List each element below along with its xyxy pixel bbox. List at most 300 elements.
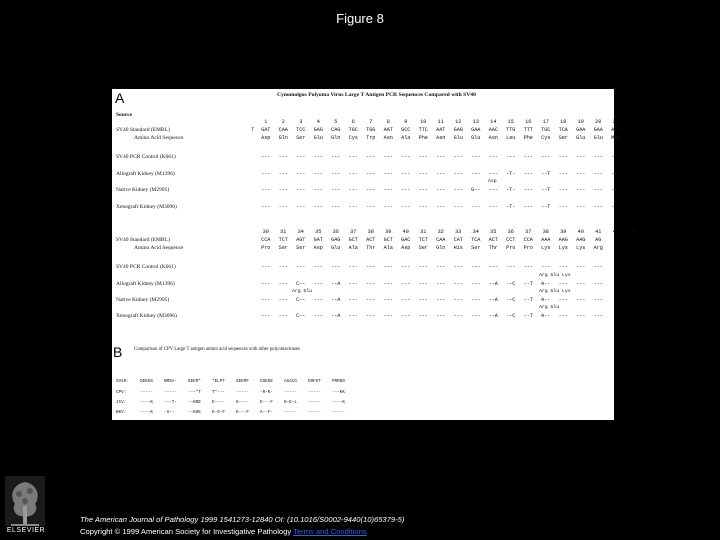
sequence-cell: 42 (612, 229, 619, 235)
sequence-cell: --- (523, 204, 533, 210)
sequence-cell: --- (453, 154, 463, 160)
sequence-cell: Asp (313, 245, 323, 251)
sequence-cell: --- (593, 187, 603, 193)
sequence-cell: CCT (506, 237, 516, 243)
sequence-cell: Ser (278, 245, 288, 251)
sequence-cell: --- (576, 171, 586, 177)
allograft-label-1: Allograft Kidney (M1396) (116, 171, 175, 177)
sequence-cell: --A (331, 297, 341, 303)
sequence-cell: --- (313, 171, 323, 177)
sequence-cell: --- (523, 264, 533, 270)
sequence-cell: --- (558, 171, 568, 177)
sequence-cell: GAG (453, 127, 463, 133)
sequence-cell: 1 (264, 119, 268, 125)
amino-acids-1 (257, 135, 625, 141)
sequence-cell: G-- (471, 187, 481, 193)
sequence-cell: --- (488, 204, 498, 210)
sequence-cell: NMSA- (164, 379, 177, 384)
sequence-cell: 7 (369, 119, 373, 125)
sequence-cell: --KHE (188, 410, 201, 415)
codon-numbers-1 (257, 119, 625, 125)
sequence-cell: --- (366, 154, 376, 160)
sequence-cell: Asp (401, 245, 411, 251)
sequence-cell: --C (506, 281, 516, 287)
sequence-cell: --- (383, 171, 393, 177)
sequence-cell: C-- (296, 297, 306, 303)
sequence-cell: 43 (630, 229, 637, 235)
sequence-cell: --- (453, 171, 463, 177)
sequence-cell: --- (261, 297, 271, 303)
sequence-cell: AGT (296, 237, 306, 243)
sequence-cell: --KRE (188, 400, 201, 405)
panel-b-header (116, 379, 356, 384)
sequence-cell: --T (541, 187, 551, 193)
amino-label-1: Amino Acid Sequence (134, 135, 184, 141)
sequence-cell: Ser (296, 135, 306, 141)
sequence-cell: ----K (140, 410, 153, 415)
sequence-cell: --- (313, 264, 323, 270)
sequence-cell: --- (348, 154, 358, 160)
sequence-cell: ----K (332, 400, 345, 405)
sv40-label-2: SV40 Standard (EMBL) (116, 237, 170, 243)
sequence-cell: CCA (261, 237, 271, 243)
sequence-cell: --- (313, 187, 323, 193)
sv40-label-1: SV40 Standard (EMBL) (116, 127, 170, 133)
sequence-cell: --- (331, 187, 341, 193)
sequence-cell: -T- (506, 171, 516, 177)
xenograft-2 (257, 313, 607, 319)
sequence-cell: Lys (541, 245, 551, 251)
sequence-cell: 21 (612, 119, 619, 125)
panel-b-letter: B (113, 344, 123, 360)
sequence-cell: TTT (523, 127, 533, 133)
sequence-cell: --- (558, 281, 568, 287)
sequence-cell: A--F- (260, 410, 273, 415)
sequence-cell: TCT (418, 237, 428, 243)
sequence-cell: --- (576, 281, 586, 287)
sequence-cell: --- (348, 204, 358, 210)
sequence-cell: GAC (401, 237, 411, 243)
pcr-control-1 (257, 154, 625, 160)
sequence-cell: CCA (523, 237, 533, 243)
sequence-cell: GAG (331, 237, 341, 243)
sequence-cell: ---T- (164, 400, 177, 405)
sequence-cell: --- (278, 204, 288, 210)
elsevier-logo-text: ELSEVIER (6, 527, 46, 534)
sequence-cell: --- (261, 204, 271, 210)
sequence-cell: --- (418, 313, 428, 319)
virus-name: CPV: (116, 390, 127, 395)
sequence-cell: 39 (560, 229, 567, 235)
sequence-cell: 4 (316, 119, 320, 125)
sequence-cell: --- (261, 187, 271, 193)
sequence-cell: --- (366, 187, 376, 193)
sequence-cell: --- (506, 154, 516, 160)
sequence-cell: --- (313, 154, 323, 160)
sequence-cell: --- (313, 313, 323, 319)
sequence-cell: --- (593, 171, 603, 177)
sequence-cell: --- (261, 313, 271, 319)
sequence-cell: C-- (296, 281, 306, 287)
sequence-cell: --- (313, 204, 323, 210)
sequence-cell: Glu (331, 245, 341, 251)
sequence-cell: AGACG (284, 379, 297, 384)
sequence-cell: --- (453, 187, 463, 193)
sequence-cell: 18 (560, 119, 567, 125)
sequence-cell: DHFKT (308, 379, 321, 384)
sequence-cell: 9 (404, 119, 408, 125)
sequence-cell: --- (558, 187, 568, 193)
copyright-text: Copyright © 1999 American Society for Investigative Pathology (80, 527, 292, 536)
sequence-cell: 41 (595, 229, 602, 235)
sequence-cell: --- (471, 264, 481, 270)
sequence-cell: --- (348, 264, 358, 270)
terms-link[interactable]: Terms and Conditions (293, 527, 367, 536)
sequence-cell: TTC (418, 127, 428, 133)
sequence-cell: Lys (558, 245, 568, 251)
journal-citation: The American Journal of Pathology 1999 1541273-12840 OI: (10.1016/S0002-9440(10)65379-5) (80, 515, 405, 524)
sequence-cell: --- (593, 264, 603, 270)
sequence-cell: 20 (595, 119, 602, 125)
sequence-cell: --- (488, 171, 498, 177)
sequence-cell: Ala (401, 135, 411, 141)
virus-name: BKV: (116, 410, 127, 415)
sequence-cell: --- (401, 281, 411, 287)
sequence-cell: Asp (261, 135, 271, 141)
sequence-cell: --- (488, 264, 498, 270)
sequence-cell: 32 (437, 229, 444, 235)
sequence-cell: --- (611, 187, 621, 193)
panel-b-row (116, 390, 356, 395)
sequence-cell: Ala (348, 245, 358, 251)
sequence-cell: --- (261, 154, 271, 160)
sequence-cell: GAA (576, 127, 586, 133)
sequence-cell: --- (401, 154, 411, 160)
sequence-cell: ATG (611, 127, 621, 133)
sequence-cell: ----- (284, 390, 297, 395)
sequence-cell: --T (523, 297, 533, 303)
sequence-cell: --- (383, 204, 393, 210)
sequence-cell: --- (401, 297, 411, 303)
sequence-cell: --A (488, 313, 498, 319)
sequence-cell: TGG (366, 127, 376, 133)
sequence-cell: --- (593, 313, 603, 319)
sequence-cell: --- (383, 297, 393, 303)
panel-b-row (116, 410, 356, 415)
sequence-cell: ---KK (332, 390, 345, 395)
copyright-line (80, 527, 367, 536)
sequence-cell: -T- (506, 187, 516, 193)
amino-label-2: Amino Acid Sequence (134, 245, 184, 251)
sequence-cell: --- (453, 313, 463, 319)
sequence-cell: --- (348, 281, 358, 287)
native-2 (257, 297, 607, 303)
sequence-cell: GCT (348, 237, 358, 243)
sequence-cell: --- (296, 187, 306, 193)
sequence-cell: 35 (490, 229, 497, 235)
sequence-cell: --- (453, 297, 463, 303)
sequence-cell: --- (471, 154, 481, 160)
sequence-cell: --- (523, 154, 533, 160)
sequence-cell: --- (383, 154, 393, 160)
sequence-cell: --- (593, 204, 603, 210)
sequence-cell: --A (488, 281, 498, 287)
sequence-cell: ----- (308, 400, 321, 405)
sequence-cell: --- (523, 171, 533, 177)
sequence-cell: 38 (542, 229, 549, 235)
sequence-cell: N-E-L (284, 400, 297, 405)
sequence-cell: 8 (386, 119, 390, 125)
sequence-cell: --- (331, 154, 341, 160)
pcr-label-2: SV40 PCR Control (K661) (116, 264, 176, 270)
sequence-cell: CAT (453, 237, 463, 243)
sequence-cell: --- (436, 204, 446, 210)
sequence-cell: --- (418, 297, 428, 303)
sequence-cell: --T (541, 171, 551, 177)
sequence-cell: CAA (436, 237, 446, 243)
sequence-cell: --- (436, 264, 446, 270)
sequence-cell: --- (453, 281, 463, 287)
sequence-cell: --A (331, 313, 341, 319)
sequence-cell: Asn (383, 135, 393, 141)
sequence-cell: -X-- (164, 410, 175, 415)
source-label: Source (116, 112, 133, 118)
sequence-cell: 2 (281, 119, 285, 125)
sequence-cell: --- (383, 313, 393, 319)
sequence-cell: --- (558, 154, 568, 160)
sequence-cell: ----K (140, 400, 153, 405)
sequence-cell: --- (331, 204, 341, 210)
sequence-cell: --T (523, 281, 533, 287)
sequence-cell: TTG (506, 127, 516, 133)
sequence-cell: --- (418, 204, 428, 210)
sequence-cell: --- (418, 281, 428, 287)
sequence-cell: --- (593, 154, 603, 160)
sequence-cell: AG (595, 237, 602, 243)
sequence-cell: 31 (420, 229, 427, 235)
sequence-cell: --- (313, 297, 323, 303)
sequence-cell: --- (576, 154, 586, 160)
sequence-cell: --- (471, 281, 481, 287)
sequence-cell: Arg (593, 245, 603, 251)
sequence-cell: TCA (471, 237, 481, 243)
sequence-cell: ----- (236, 390, 249, 395)
sequence-cell: --- (541, 264, 551, 270)
sequence-cell: Gln (278, 135, 288, 141)
sequence-cell: --- (383, 264, 393, 270)
sequence-cell: --- (366, 297, 376, 303)
sequence-cell: --- (436, 281, 446, 287)
sequence-cell: Glu (313, 135, 323, 141)
sequence-cell: Glu (593, 135, 603, 141)
sequence-cell: --- (401, 171, 411, 177)
sequence-cell: 37 (525, 229, 532, 235)
sequence-cell: --- (576, 264, 586, 270)
sequence-cell: 17 (542, 119, 549, 125)
sequence-cell: GAT (261, 127, 271, 133)
sequence-cell: A-- (541, 297, 551, 303)
allograft-label-2: Allograft Kidney (M1396) (116, 281, 175, 287)
sequence-cell: --- (611, 171, 621, 177)
sequence-cell: 37 (350, 229, 357, 235)
sequence-cell: Glu (453, 135, 463, 141)
sequence-cell: 12 (455, 119, 462, 125)
sequence-cell: --- (436, 313, 446, 319)
sequence-cell: Phe (523, 135, 533, 141)
sequence-cell: --- (558, 297, 568, 303)
sv40-codons-2 (257, 237, 607, 243)
sequence-cell: --- (366, 313, 376, 319)
sequence-cell: Pro (523, 245, 533, 251)
sequence-cell: CAG (331, 127, 341, 133)
sequence-cell: --- (593, 281, 603, 287)
sequence-cell: --- (453, 204, 463, 210)
sequence-cell: --- (261, 264, 271, 270)
sequence-cell: E-S-F (212, 410, 225, 415)
sequence-cell: Glu (471, 135, 481, 141)
sequence-cell: PRRDD (332, 379, 345, 384)
sequence-cell: His (453, 245, 463, 251)
sequence-cell: --- (576, 313, 586, 319)
sequence-cell: --- (471, 297, 481, 303)
sequence-cell: --- (576, 297, 586, 303)
sv40-codons-1 (257, 127, 625, 133)
sequence-cell: --- (331, 171, 341, 177)
sequence-cell: --- (348, 297, 358, 303)
sequence-cell: Ser (558, 135, 568, 141)
sequence-cell: K---- (236, 400, 249, 405)
sequence-cell: Ser (418, 245, 428, 251)
sequence-cell: --- (471, 171, 481, 177)
sequence-cell: E---F (260, 400, 273, 405)
sequence-cell: --- (348, 313, 358, 319)
codon-numbers-2 (257, 229, 642, 235)
sequence-cell: --- (453, 264, 463, 270)
sequence-cell: --- (488, 187, 498, 193)
sequence-cell: --- (348, 171, 358, 177)
sequence-cell: Thr (366, 245, 376, 251)
sequence-cell: AAC (488, 127, 498, 133)
sequence-cell: A-- (541, 281, 551, 287)
pcr-control-2 (257, 264, 607, 270)
sequence-cell: *ELPT (212, 379, 225, 384)
sequence-cell: KEEM* (188, 379, 201, 384)
sequence-cell: --- (611, 154, 621, 160)
sequence-cell: --C (506, 313, 516, 319)
sequence-cell: Leu (506, 135, 516, 141)
sequence-cell: ----- (140, 390, 153, 395)
sequence-cell: --- (278, 264, 288, 270)
figure-title: Figure 8 (336, 11, 384, 26)
sequence-cell: --- (366, 264, 376, 270)
pcr-label-1: SV40 PCR Control (K661) (116, 154, 176, 160)
sequence-cell: 6 (351, 119, 355, 125)
sequence-cell: AAT (383, 127, 393, 133)
sequence-cell: ----- (308, 390, 321, 395)
sequence-cell: Ser (296, 245, 306, 251)
sequence-cell: AAT (436, 127, 446, 133)
sequence-cell: --- (401, 313, 411, 319)
sequence-cell: AAG (558, 237, 568, 243)
sequence-cell: --- (366, 281, 376, 287)
sequence-cell: --- (261, 281, 271, 287)
native-note-1: Asp (488, 179, 497, 184)
sequence-cell: 36 (332, 229, 339, 235)
sequence-cell: --- (611, 204, 621, 210)
xenograft-aa-note: Arg Glu (539, 305, 560, 310)
sequence-cell: --- (418, 171, 428, 177)
panel-b-row (116, 400, 356, 405)
sequence-cell: GSEDE (260, 379, 273, 384)
xenograft-1 (257, 204, 625, 210)
sequence-cell: --- (366, 204, 376, 210)
sequence-cell: TCA (558, 127, 568, 133)
sequence-cell: 33 (455, 229, 462, 235)
sequence-cell: --- (296, 204, 306, 210)
amino-acids-2 (257, 245, 607, 251)
sequence-cell: Cys (541, 135, 551, 141)
sequence-cell: ---*T (188, 390, 201, 395)
sequence-cell: Gln (331, 135, 341, 141)
sequence-cell: --- (278, 313, 288, 319)
sequence-cell: Asn (488, 135, 498, 141)
sequence-cell: --C (506, 297, 516, 303)
sequence-cell: E---F (236, 410, 249, 415)
sequence-cell: --- (506, 264, 516, 270)
sequence-cell: --- (296, 171, 306, 177)
sequence-cell: --- (558, 313, 568, 319)
native-label-1: Native Kidney (M2995) (116, 187, 170, 193)
sequence-cell: --- (541, 154, 551, 160)
sequence-cell: Lys (576, 245, 586, 251)
sequence-cell: Glu (576, 135, 586, 141)
sequence-cell: --A (331, 281, 341, 287)
allograft-1 (257, 171, 625, 177)
sequence-cell: CAA (278, 127, 288, 133)
sequence-cell: 10 (420, 119, 427, 125)
panel-a-title: Cynomolgus Polyoma Virus Large T Antigen PCR Sequences Compared with SV40 (277, 92, 476, 98)
sequence-cell: 30 (262, 229, 269, 235)
sequence-cell: GAA (471, 127, 481, 133)
sequence-cell: --- (278, 281, 288, 287)
sequence-cell: --- (488, 154, 498, 160)
sequence-cell: --- (471, 313, 481, 319)
sequence-cell: --- (383, 281, 393, 287)
sequence-cell: C-- (296, 313, 306, 319)
allograft-aa-note: Arg Glu Lys (539, 273, 571, 278)
sequence-cell: --- (401, 204, 411, 210)
sequence-cell: Ser (471, 245, 481, 251)
sequence-cell: GAT (313, 237, 323, 243)
sequence-cell: --- (383, 187, 393, 193)
sequence-cell: 35 (315, 229, 322, 235)
sequence-cell: --- (471, 204, 481, 210)
figure-image (112, 89, 637, 420)
sequence-cell: AAG (576, 237, 586, 243)
allograft-aa-mid: Arg Glu (292, 289, 313, 294)
xenograft-label-2: Xenograft Kidney (M3096) (116, 313, 177, 319)
sequence-cell: --- (418, 264, 428, 270)
sequence-cell: Met (611, 135, 621, 141)
native-1 (257, 187, 625, 193)
sequence-cell: Thr (488, 245, 498, 251)
sequence-cell: Pro (261, 245, 271, 251)
sequence-cell: --- (523, 187, 533, 193)
sequence-cell: Cys (348, 135, 358, 141)
sequence-cell: --- (348, 187, 358, 193)
sequence-cell: 11 (437, 119, 444, 125)
sv40-prefix: T (251, 127, 255, 133)
